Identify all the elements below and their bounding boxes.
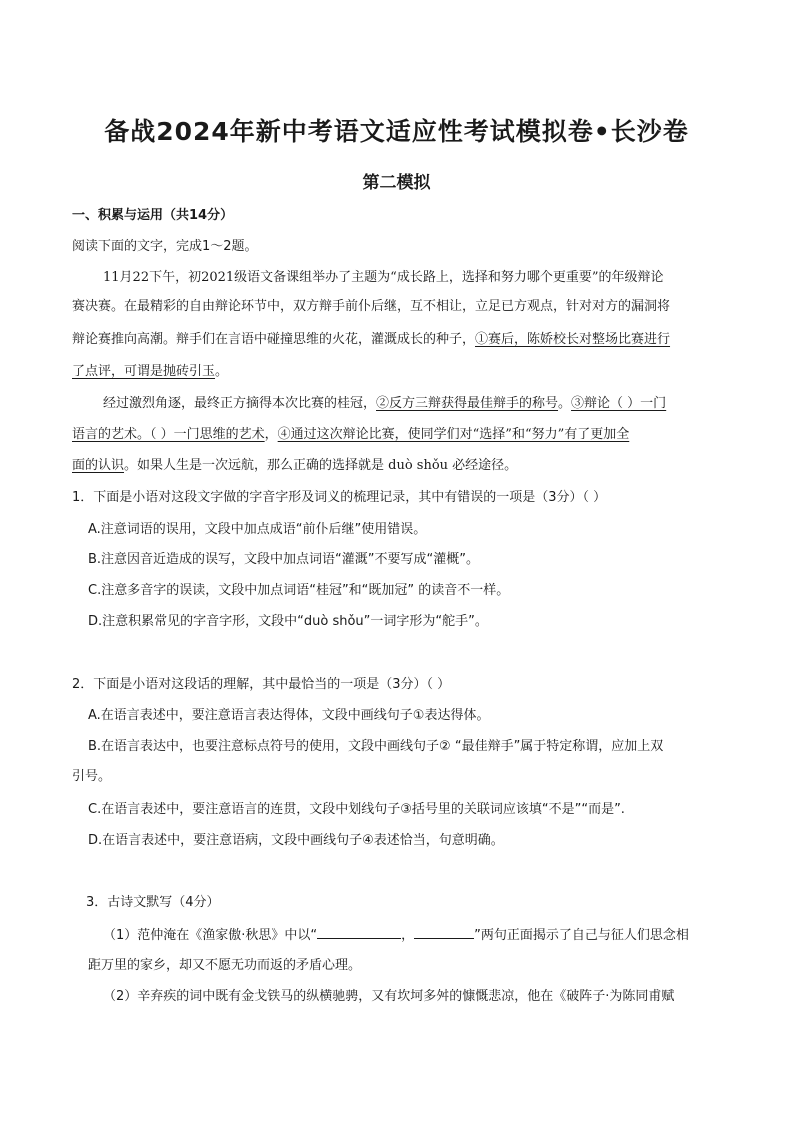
underlined-sentence-3: ③辩论（ ）一门 [571,396,667,411]
question-1-option-b[interactable]: B.注意因音近造成的误写，文段中加点词语“灌溉”不要写成“灌概”。 [88,552,479,567]
question-3-sub-1-cont: 距万里的家乡，却又不愿无功而返的矛盾心理。 [88,958,362,973]
underlined-sentence-4-cont: 面的认识 [72,458,125,473]
question-3-stem: 3．古诗文默写（4分） [86,895,220,910]
passage-text: 辩论赛推向高潮。辩手们在言语中碰撞思维的火花，灌溉成长的种子， [72,332,476,347]
question-2-option-a[interactable]: A.在语言表述中，要注意语言表达得体，文段中画线句子①表达得体。 [88,708,490,723]
underlined-sentence-1-cont: 了点评，可谓是抛砖引玉 [72,364,216,379]
passage-line: 赛决赛。在最精彩的自由辩论环节中，双方辩手前仆后继，互不相让，立足已方观点，针对对方的漏洞将 [72,299,671,314]
question-2-option-b-cont: 引号。 [72,769,112,784]
page-title: 备战2024年新中考语文适应性考试模拟卷•长沙卷 [104,117,689,146]
underlined-sentence-4: ④通过这次辩论比赛，使同学们对“选择”和“努力”有了更加全 [277,427,630,442]
question-1-option-c[interactable]: C.注意多音字的误读，文段中加点词语“桂冠”和“既加冠” 的读音不一样。 [88,583,510,598]
passage-text: ， [264,427,278,442]
answer-blank-1[interactable] [317,924,401,939]
passage-line: 11月22下午，初2021级语文备课组举办了主题为“成长路上，选择和努力哪个更重要”的年级辩论 [103,270,664,285]
passage-line [72,330,732,350]
section-heading: 一、积累与运用（共14分） [72,208,234,223]
question-1-option-a[interactable]: A.注意词语的误用，文段中加点成语“前仆后继”使用错误。 [88,522,427,537]
q3-s1-comma: ， [401,928,415,943]
question-1-option-d[interactable]: D.注意积累常见的字音字形，文段中“duò shǒu”一词字形为“舵手”。 [88,614,488,629]
passage-text: 。如果人生是一次远航，那么正确的选择就是 duò shǒu 必经途径。 [124,458,518,473]
section-instruction: 阅读下面的文字，完成1～2题。 [72,239,258,254]
question-2-option-b[interactable]: B.在语言表达中，也要注意标点符号的使用，文段中画线句子② “最佳辩手”属于特定称谓，应加上双 [88,739,664,754]
passage-text: 。 [558,396,572,411]
question-2-option-d[interactable]: D.在语言表述中，要注意语病，文段中画线句子④表述恰当，句意明确。 [88,833,504,848]
page-subtitle: 第二模拟 [362,173,431,193]
passage-line [103,394,723,414]
passage-line [72,425,732,445]
q3-s1-text-end: ”两句正面揭示了自己与征人们思念相 [474,928,689,943]
underlined-sentence-1: ①赛后，陈娇校长对整场比赛进行 [475,332,671,347]
question-3-sub-1 [103,924,733,946]
passage-line [72,456,732,476]
underlined-sentence-2: ②反方三辩获得最佳辩手的称号 [376,396,559,411]
question-2-stem: 2．下面是小语对这段话的理解，其中最恰当的一项是（3分）（ ） [72,677,451,692]
passage-text: 。 [215,364,229,379]
passage-line [72,362,732,382]
answer-blank-2[interactable] [414,924,474,939]
passage-text: 经过激烈角逐，最终正方摘得本次比赛的桂冠， [103,396,377,411]
q3-s1-text: （1）范仲淹在《渔家傲·秋思》中以“ [103,928,318,943]
question-1-stem: 1．下面是小语对这段文字做的字音字形及词义的梳理记录，其中有错误的一项是（3分）（ ） [72,490,607,505]
underlined-sentence-3-cont: 语言的艺术。（ ）一门思维的艺术 [72,427,265,442]
question-2-option-c[interactable]: C.在语言表述中，要注意语言的连贯，文段中划线句子③括号里的关联词应该填“不是”“而是”. [88,802,625,817]
question-3-sub-2: （2）辛弃疾的词中既有金戈铁马的纵横驰骋，又有坎坷多舛的慷慨悲凉，他在《破阵子·为陈同甫赋 [103,989,675,1004]
